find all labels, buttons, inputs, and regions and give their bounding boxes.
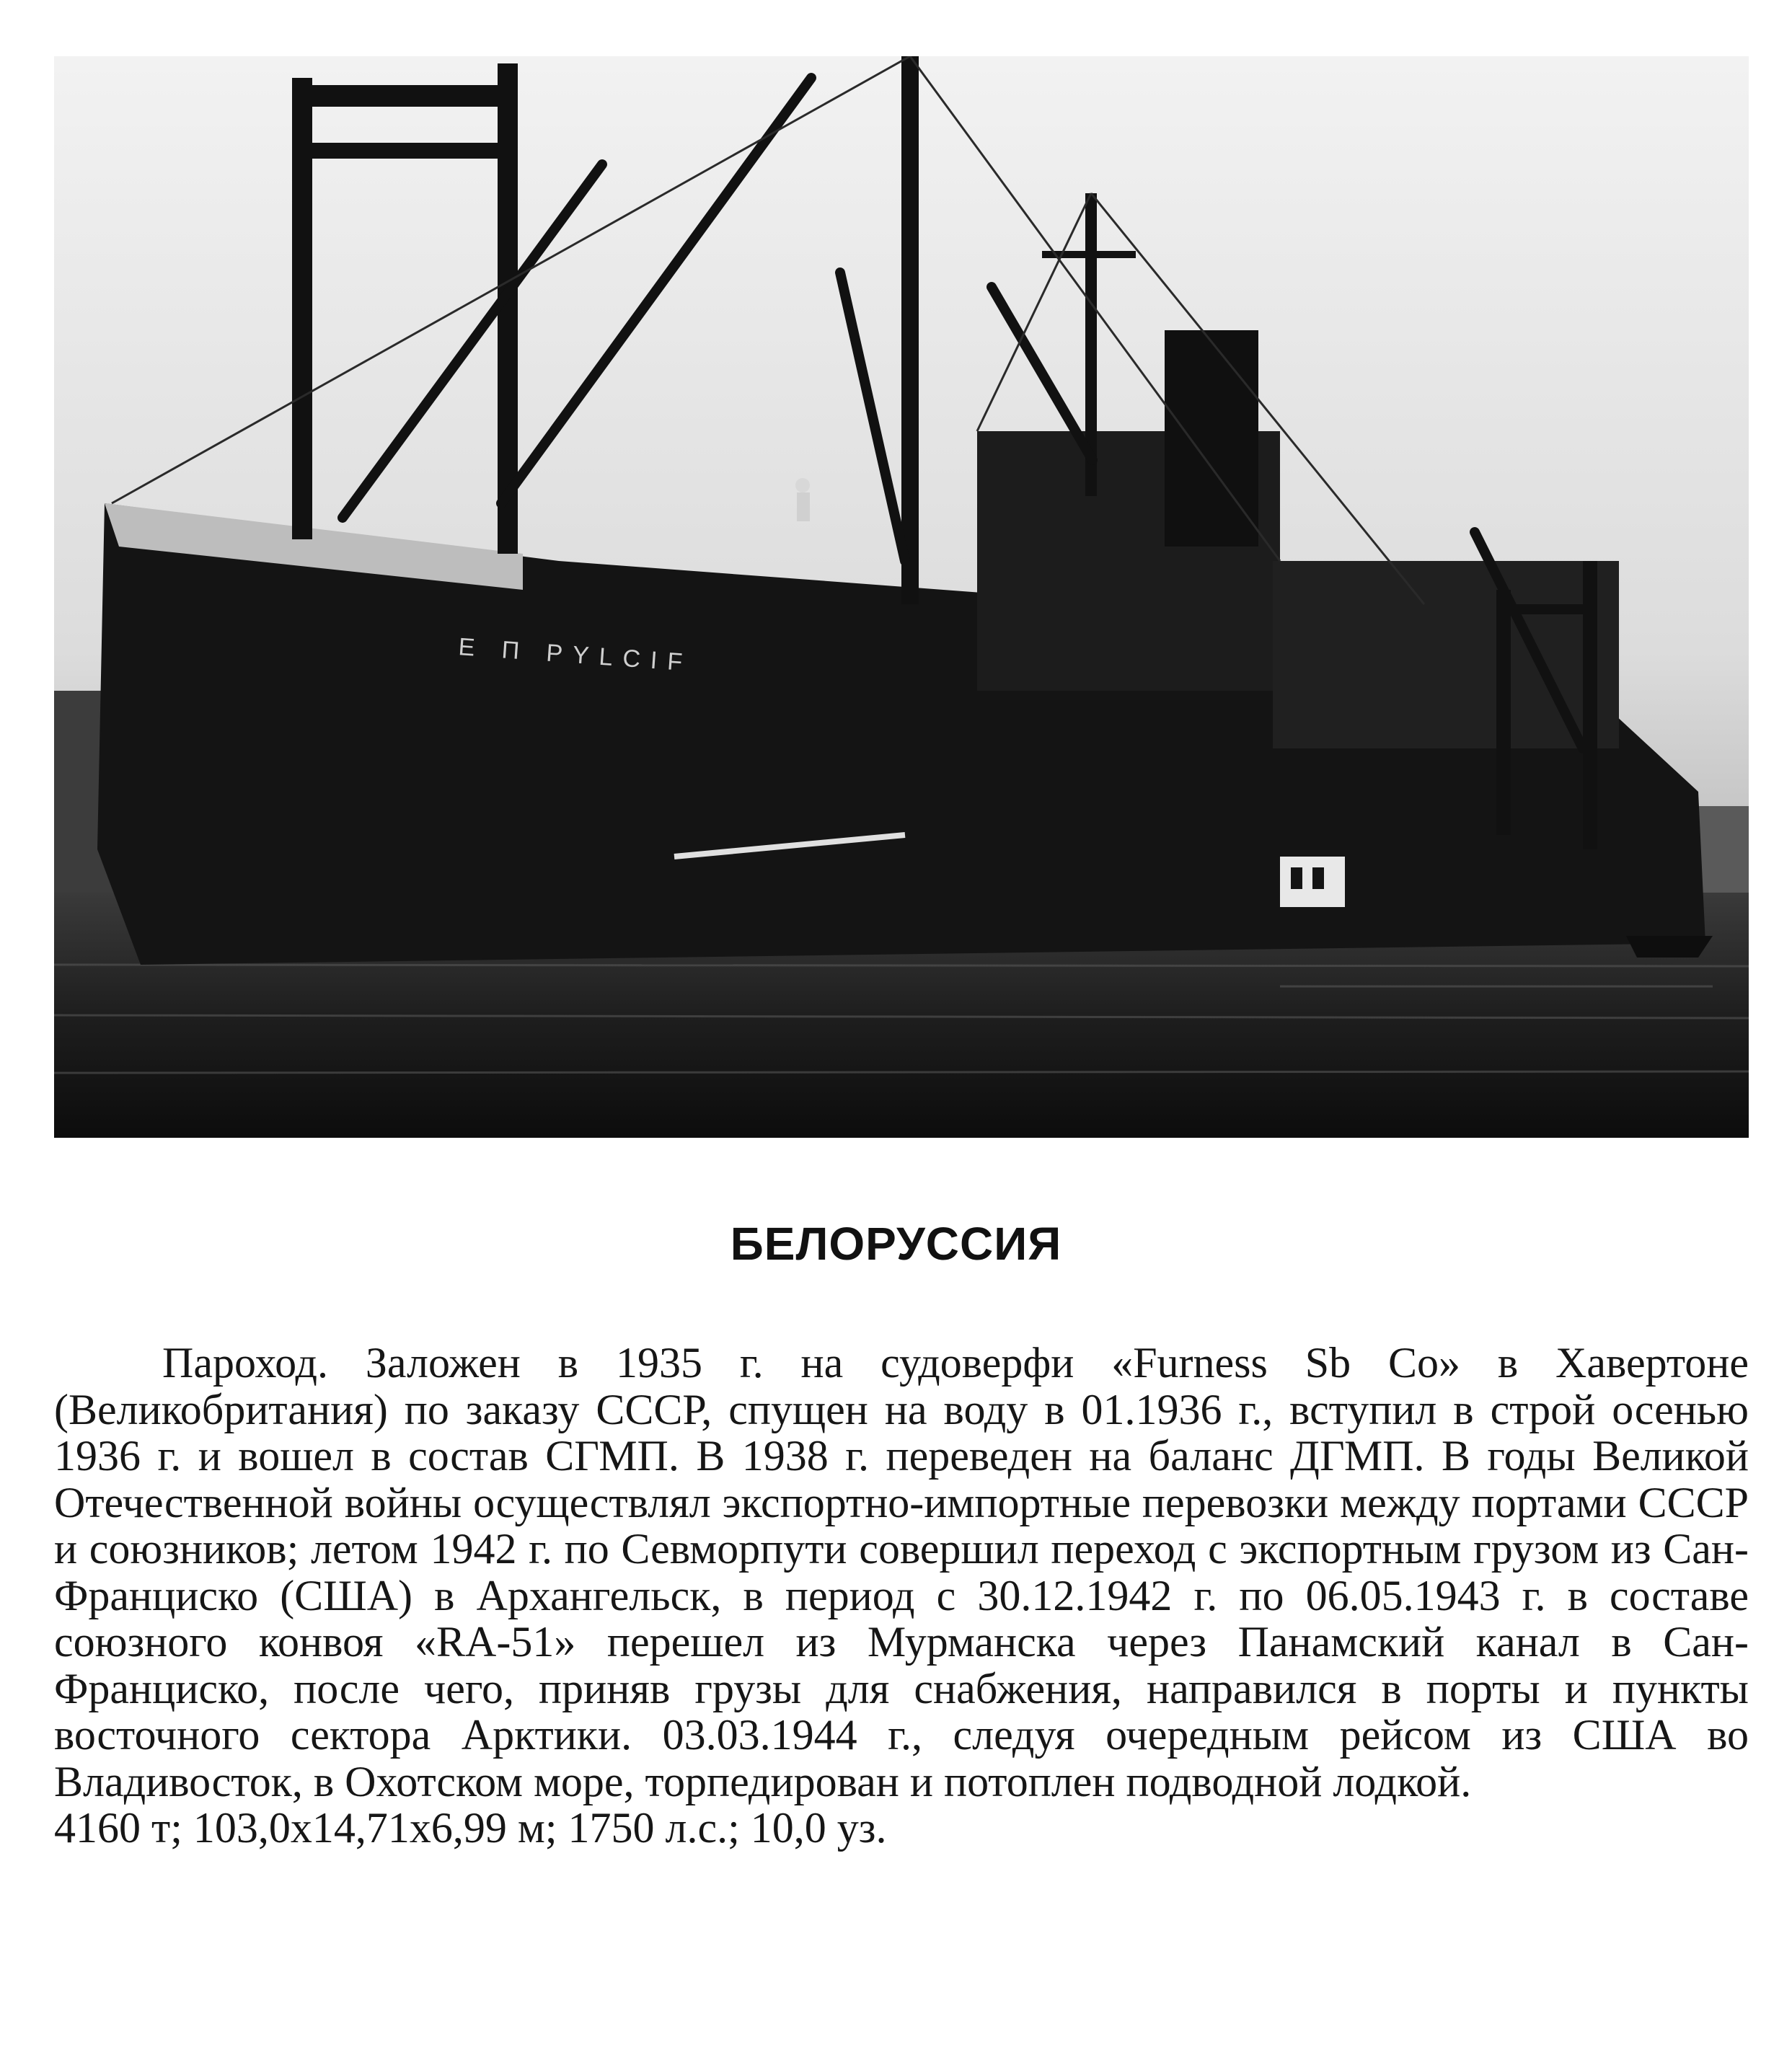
article-body bbox=[54, 1340, 1749, 1852]
ship-photo-image bbox=[54, 56, 1749, 1138]
specifications-line: 4160 т; 103,0х14,71х6,99 м; 1750 л.с.; 10,0 уз. bbox=[54, 1804, 887, 1852]
hull-lettering: Е П PYLCIF bbox=[457, 633, 694, 677]
description-paragraph: Пароход. Заложен в 1935 г. на судоверфи «Furness Sb Co» в Хавертоне (Великобритания) по заказу СССР, спущен на воду в 01.1936 г., вступил в строй осенью 1936 г. и вошел в состав СГМП. В 1938 г. переведен на баланс ДГМП. В годы Великой Отечественной войны осуществлял экспортно-импортные перевозки между портами СССР и союзников; летом 1942 г. по Севморпути совершил переход с экспортным грузом из Сан-Франциско (США) в Архангельск, в период с 30.12.1942 г. по 06.05.1943 г. в составе союзного конвоя «RA-51» перешел из Мурманска через Панамский канал в Сан-Франциско, после чего, приняв грузы для снабжения, направился в порты и пункты восточного сектора Арктики. 03.03.1944 г., следуя очередным рейсом из США во Владивосток, в Охотском море, торпедирован и потоплен подводной лодкой. bbox=[54, 1339, 1749, 1805]
page-title: БЕЛОРУССИЯ bbox=[730, 1218, 1062, 1270]
ship-photo bbox=[54, 56, 1749, 1138]
